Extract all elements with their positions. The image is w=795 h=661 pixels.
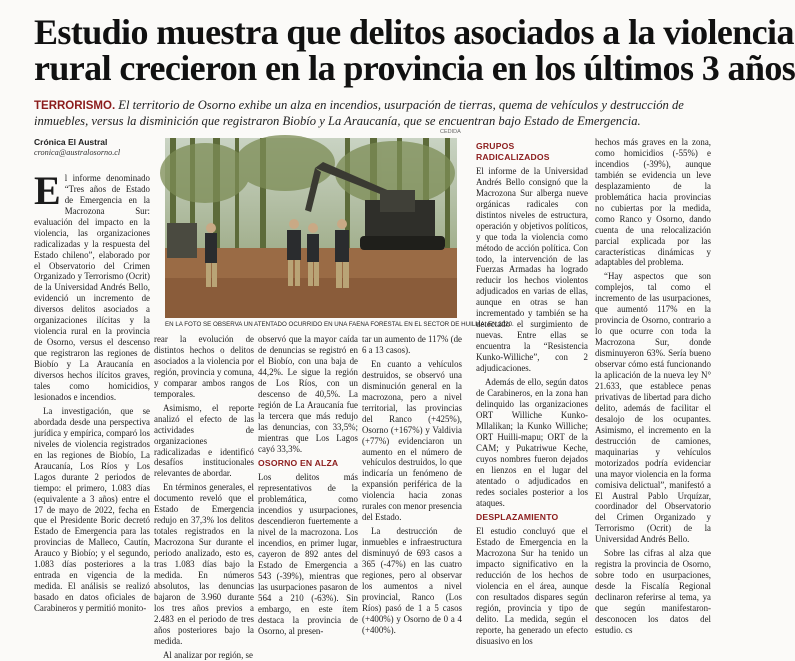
drop-cap: E (34, 167, 61, 213)
paragraph: En cuanto a vehículos destruidos, se observó una disminución general en la macrozona, pero a nivel territorial, las provincias del Ranco (+425%), Osorno (+167%) y Valdivia (+77%) evidenciaron un aumento en el número de vehículos destruidos, lo que indicaría un fenómeno de expansión periférica de la violencia hacia zonas rurales con menor presencia del Estado. (362, 358, 462, 523)
article-column-4 (362, 334, 462, 635)
paragraph: La investigación, que se abordada desde una perspectiva jurídica y empírica, comparó los niveles de violencia registrados en las regiones de Biobío, La Araucanía, Los Ríos y Los Lagos durante 2 periodos de tiempo: el primero, 1.083 días (equivalente a 3 años) entre el 17 de mayo de 2022, fecha en que el Presidente Boric decretó Estado de Emergencia para las provincias de Malleco, Cautín, Arauco y Biobío; y el segundo, 1.083 días posteriores a la entrada en vigencia de la medida. El análisis se realizó basado en datos oficiales de Carabineros y permitió monito- (34, 405, 150, 614)
paragraph: El estudio concluyó que el Estado de Emergencia en la Macrozona Sur ha tenido un impacto significativo en la reducción de los hechos de violencia en el área, aunque con resultados dispares según región, provincia y tipo de delito. La medida, según el reporte, ha generado un efecto disuasivo en los (476, 526, 588, 646)
headline-line-2: rural crecieron en la provincia en los últimos 3 años (34, 48, 795, 88)
lead-paragraph-text: l informe denominado “Tres años de Estado de Emergencia en la Macrozona Sur: evaluación del impacto en la violencia, las organizaciones radicalizadas y la respuesta del Estado chileno”, elaborado por el Observatorio del Crimen Organizado y Terrorismo (Ocrit) de la Universidad Andrés Bello, evidenció un incremento de diversos delitos asociados a organizaciones ilícitas y la violencia rural en la provincia de Osorno, versus el descenso que registraron las regiones de Biobío y La Araucanía en diversos hechos ilícitos graves, tales como homicidios, lesionados e incendios. (34, 172, 150, 402)
paragraph: tar un aumento de 117% (de 6 a 13 casos). (362, 334, 462, 355)
photo-caption: EN LA FOTO SE OBSERVA UN ATENTADO OCURRIDO EN UNA FAENA FORESTAL EN EL SECTOR DE HUILMA, EN 2020. (165, 321, 514, 328)
article-column-2 (154, 334, 254, 660)
paragraph: La destrucción de inmuebles e infraestructura disminuyó de 693 casos a 365 (-47%) en las cuatro regiones, pero al observar los aumentos a nivel provincial, Ranco (Los Ríos) pasó de 1 a 5 casos (+400%) y Osorno de 0 a 4 (+400%). (362, 526, 462, 635)
subhead-desplazamiento: DESPLAZAMIENTO (476, 512, 559, 523)
deck-text: El territorio de Osorno exhibe un alza en incendios, usurpación de tierras, quema de vehículos y destrucción de inmuebles, versus la disminición que registraron Biobío y La Araucanía, que se encuentran bajo Estado de Emergencia. (34, 98, 684, 128)
paragraph: Asimismo, el reporte analizó el efecto de las actividades de organizaciones radicalizadas e identificó desafíos institucionales relevantes de abordar. (154, 402, 254, 479)
forest-scene-illustration (165, 138, 457, 318)
photo-credit: CEDIDA (440, 129, 461, 135)
article-column-1 (34, 137, 150, 612)
deck-kicker: TERRORISMO. (34, 100, 116, 112)
headline (34, 12, 795, 88)
paragraph: Al analizar por región, se (163, 649, 253, 660)
subhead-osorno-en-alza: OSORNO EN ALZA (258, 458, 339, 469)
article-column-3 (258, 334, 358, 636)
paragraph: “Hay aspectos que son complejos, tal como el incremento de las usurpaciones, que aumentó 117% en la provincia de Osorno, contrario a lo que ocurre con toda la Macrozona Sur, donde disminuyeron 63%. Sería bueno observar cómo está funcionando la aplicación de la nueva ley N° 21.633, que establece penas privativas de libertad para dicho delito, además de facilitar el desalojo de los ocupantes. Asimismo, el incremento en la destrucción de camiones, maquinarias y vehículos motorizados podría evidenciar una mayor violencia en la forma comisiva delictual”, manifestó a El Austral Pablo Urquízar, coordinador del Observatorio del Crimen Organizado y Terrorismo (Ocrit) de la Universidad Andrés Bello. (595, 271, 711, 545)
headline-line-1: Estudio muestra que delitos asociados a la violencia (34, 12, 794, 52)
deck (34, 98, 724, 129)
paragraph: En términos generales, el documento reveló que el Estado de Emergencia redujo en 37,3% los delitos totales registrados en la Macrozona Sur durante el periodo analizado, esto es, tras 1.083 días bajo la medida. En números absolutos, las denuncias bajaron de 3.960 durante los tres años previos a 2.483 en el periodo de tres años posteriores bajo la medida. (154, 482, 254, 646)
paragraph: Sobre las cifras al alza que registra la provincia de Osorno, sobre todo en usurpaciones, desde la Fiscalía Regional declinaron referirse al tema, ya que según manifestaron- desconocen los datos del estudio. cs (595, 548, 711, 635)
paragraph: hechos más graves en la zona, como homicidios (-55%) e incendios (-39%), aunque también se evidencia un leve desplazamiento de la problemática hacia provincias no cubiertas por la medida, como Ranco y Osorno, dando cuenta de una relocalización parcial explicada por las características dinámicas y adaptables del problema. (595, 137, 711, 268)
article-column-6 (595, 137, 711, 635)
news-photo (165, 138, 457, 318)
lead-paragraph (34, 167, 150, 403)
byline-author: Crónica El Austral (34, 137, 108, 147)
byline-email: cronica@australosorno.cl (34, 147, 121, 157)
paragraph: Los delitos más representativos de la problemática, como incendios y usurpaciones, descendieron fuertemente a nivel de la macrozona. Los incendios, en primer lugar, cayeron de 892 antes del Estado de Emergencia a 543 (-39%), mientras que las usurpaciones pasaron de 564 a 210 (-63%). Sin embargo, en este ítem destaca la provincia de Osorno, al presen- (258, 472, 358, 636)
paragraph: El informe de la Universidad Andrés Bello consignó que la Macrozona Sur alberga nueve orgánicas radicales con distintos niveles de estructura, operación y objetivos políticos, y que toda la violencia como método de acción política. Con todo, la intervención de las Fuerzas Armadas ha logrado reducir los hechos violentos adjudicados en varias de ellas, aunque en otras se han incrementado y también se ha detectado el surgimiento de nuevas. Entre ellas se encuentra la “Resistencia Kunko-Williche”, con 2 adjudicaciones. (476, 165, 588, 374)
paragraph: Además de ello, según datos de Carabineros, en la zona han delinquido las organizaciones ORT Williche Kunko-Mllalikan; la Kunko Williche; ORT Huilli-mapu; ORT de la CAM; y Pukatriwue Keche, cuyos nombres fueron dejados en lienzos en el lugar del atentado o adjudicados en redes sociales posterior a los ataques. (476, 377, 588, 508)
paragraph: observó que la mayor caída de denuncias se registró en el Biobío, con una baja de 44,2%. Le sigue la región de Los Ríos, con un descenso de 40,5%. La región de La Araucanía fue la tercera que más redujo las denuncias, con 33,5%; mientras que Los Lagos cayó 33,3%. (258, 334, 358, 454)
subhead-grupos-radicalizados: GRUPOS RADICALIZADOS (476, 141, 550, 162)
paragraph: rear la evolución de distintos hechos o delitos asociados a la violencia por región, provincia y comuna, y comparar ambos rangos temporales. (154, 334, 254, 399)
article-column-5 (476, 137, 588, 646)
